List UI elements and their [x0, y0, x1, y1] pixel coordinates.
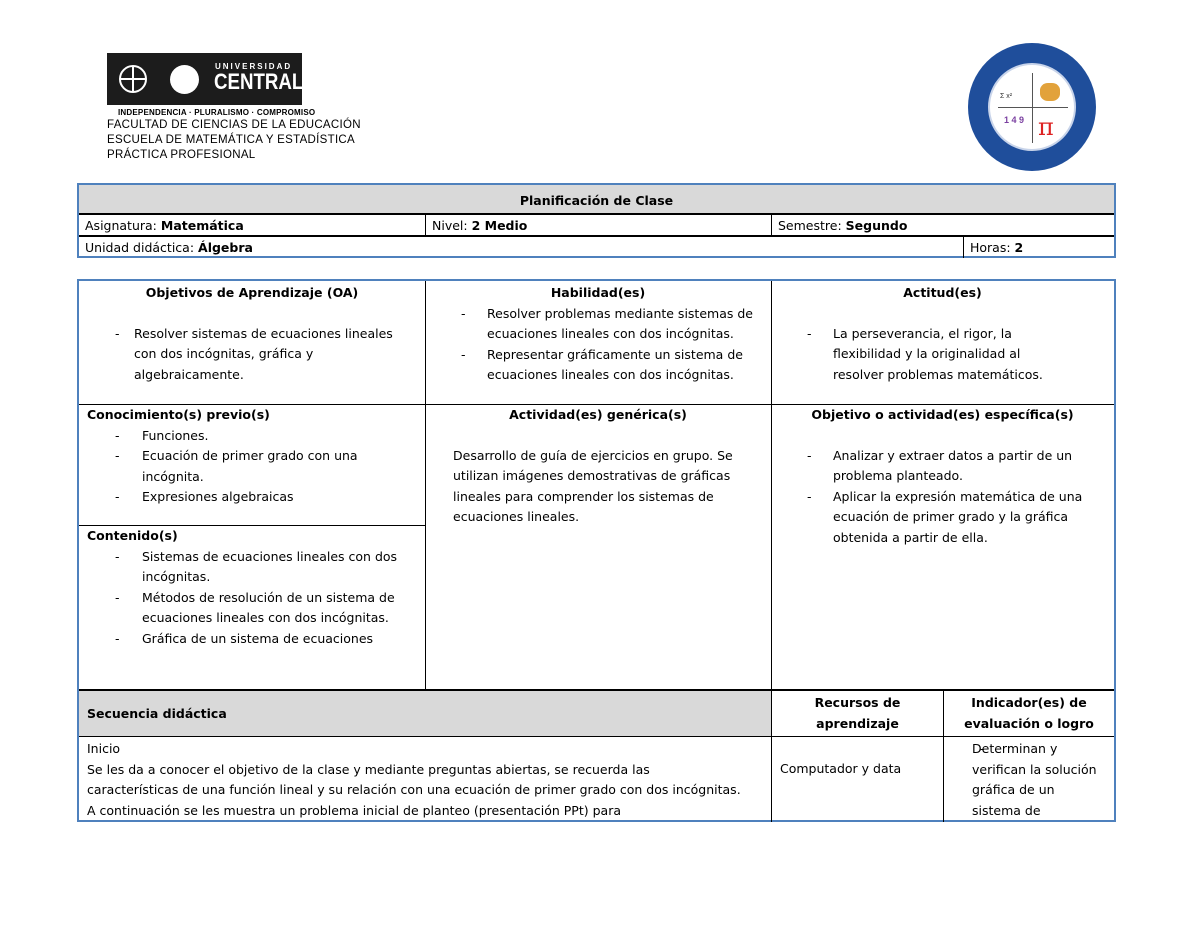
globe-icon	[119, 65, 147, 93]
grid-line	[79, 736, 1114, 737]
actividad-generica-text: Desarrollo de guía de ejercicios en grupo. Se utilizan imágenes demostrativas de gráficas lineales para comprender los sistemas de ecuaciones lineales.	[453, 447, 733, 524]
indicadores-cell	[944, 739, 1114, 821]
contenidos-title: Contenido(s)	[87, 528, 178, 543]
inicio-cell	[79, 739, 771, 821]
list-item: - Resolver sistemas de ecuaciones lineales con dos incógnitas, gráfica y algebraicamente.	[79, 324, 417, 386]
indicadores-header	[944, 693, 1114, 736]
unidad-cell	[79, 237, 963, 258]
actividad-generica-title: Actividad(es) genérica(s)	[509, 407, 687, 422]
indicadores-list	[944, 739, 1114, 821]
contenidos-cell	[79, 526, 425, 689]
actitudes-title: Actitud(es)	[903, 285, 982, 300]
list-item: - Gráfica de un sistema de ecuaciones	[79, 629, 421, 650]
inicio-text: Se les da a conocer el objetivo de la clase y mediante preguntas abiertas, se recuerda las características de una función lineal y su relación con una ecuación de primer grado con dos incógnitas. A continuación se les muestra un problema inicial de planteo (presentación PPt) para	[87, 761, 741, 818]
actividad-especifica-title: Objetivo o actividad(es) específica(s)	[811, 407, 1074, 422]
list-item: - Determinan y verifican la solución gráfica de un sistema de	[944, 739, 1106, 821]
asignatura-label: Asignatura:	[85, 218, 161, 233]
list-item: - Funciones.	[79, 426, 365, 447]
list-item: - Aplicar la expresión matemática de una ecuación de primer grado y la gráfica obtenida a partir de ella.	[771, 487, 1106, 549]
actividad-especifica-list	[771, 446, 1114, 549]
habilidades-list	[425, 304, 771, 386]
recursos-value: Computador y data	[780, 761, 902, 776]
nivel-label: Nivel:	[432, 218, 472, 233]
actividad-generica-cell	[425, 405, 771, 689]
asignatura-value: Matemática	[160, 218, 244, 233]
program-seal	[968, 43, 1096, 171]
shapes-icon	[1040, 83, 1060, 101]
numbers-icon: 1 4 9	[1004, 115, 1025, 125]
conocimientos-cell	[79, 405, 425, 525]
conocimientos-title: Conocimiento(s) previo(s)	[87, 407, 270, 422]
seal-axis-x	[998, 107, 1068, 108]
contenidos-list	[79, 547, 425, 650]
plan-table	[77, 183, 1116, 258]
recursos-cell	[772, 759, 943, 799]
seal-axis-y	[1032, 73, 1033, 143]
main-table	[77, 279, 1116, 822]
plan-title: Planificación de Clase	[79, 185, 1114, 215]
semestre-value: Segundo	[845, 218, 908, 233]
faculty-block	[107, 118, 361, 163]
habilidades-cell	[425, 283, 771, 404]
list-item: - Representar gráficamente un sistema de ecuaciones lineales con dos incógnitas.	[425, 345, 763, 386]
horas-cell	[963, 237, 1114, 258]
actividad-especifica-cell	[771, 405, 1114, 689]
horas-label: Horas:	[970, 240, 1015, 255]
horas-value: 2	[1014, 240, 1024, 255]
logo-motto: INDEPENDENCIA · PLURALISMO · COMPROMISO	[118, 108, 316, 117]
nivel-value: 2 Medio	[471, 218, 528, 233]
list-item: - Expresiones algebraicas	[79, 487, 365, 508]
faculty-line: FACULTAD DE CIENCIAS DE LA EDUCACIÓN	[107, 119, 361, 131]
secuencia-title: Secuencia didáctica	[87, 706, 227, 721]
oa-title: Objetivos de Aprendizaje (OA)	[145, 285, 359, 300]
nivel-cell	[425, 215, 771, 237]
oa-cell	[79, 283, 425, 404]
semestre-cell	[771, 215, 1114, 237]
semestre-label: Semestre:	[778, 218, 846, 233]
list-item: - Analizar y extraer datos a partir de un problema planteado.	[771, 446, 1106, 487]
practice-line: PRÁCTICA PROFESIONAL	[107, 149, 256, 161]
pi-icon: π	[1038, 113, 1054, 141]
conocimientos-list	[79, 426, 425, 508]
list-item: - Resolver problemas mediante sistemas de ecuaciones lineales con dos incógnitas.	[425, 304, 763, 345]
list-item: - Sistemas de ecuaciones lineales con dos incógnitas.	[79, 547, 421, 588]
recursos-header	[772, 693, 943, 736]
logo-small-text: UNIVERSIDAD	[215, 62, 293, 71]
circle-icon	[170, 65, 199, 94]
actitudes-cell	[771, 283, 1114, 404]
oa-list	[79, 324, 425, 386]
list-item: - Métodos de resolución de un sistema de ecuaciones lineales con dos incógnitas.	[79, 588, 421, 629]
asignatura-cell	[79, 215, 425, 237]
unidad-value: Álgebra	[198, 240, 253, 255]
seal-inner	[988, 63, 1076, 151]
logo-big-text: CENTRAL	[214, 69, 304, 94]
school-line: ESCUELA DE MATEMÁTICA Y ESTADÍSTICA	[107, 134, 356, 146]
university-logo	[107, 53, 302, 105]
unidad-label: Unidad didáctica:	[85, 240, 199, 255]
indicadores-title: Indicador(es) de evaluación o logro	[964, 695, 1094, 731]
habilidades-title: Habilidad(es)	[550, 285, 646, 300]
inicio-label: Inicio	[87, 741, 121, 756]
recursos-title: Recursos de aprendizaje	[814, 695, 901, 731]
formula-icon: Σ x²	[1000, 93, 1013, 100]
secuencia-header	[79, 691, 771, 736]
actitudes-list	[771, 324, 1114, 386]
list-item: - La perseverancia, el rigor, la flexibilidad y la originalidad al resolver problemas matemáticos.	[771, 324, 1058, 386]
list-item: - Ecuación de primer grado con una incógnita.	[79, 446, 365, 487]
